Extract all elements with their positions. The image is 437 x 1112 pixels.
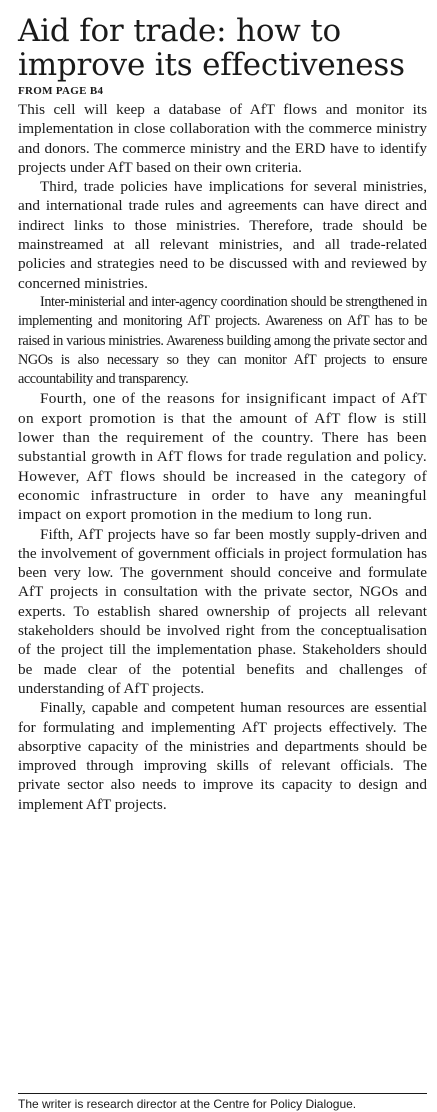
- article-paragraph: Fourth, one of the reasons for insignificant impact of AfT on export promotion is that the amount of AfT flow is still lower than the requirement of the country. There has been substantial growth in AfT flows for trade regulation and policy. However, AfT flows should be increased in the category of economic infrastructure in order to have any meaningful impact on export promotion in the medium to long run.: [18, 390, 427, 524]
- article-paragraph: Fifth, AfT projects have so far been mostly supply-driven and the involvement of government officials in project formulation has been very low. The government should conceive and formulate AfT projects in consultation with the private sector, NGOs and experts. To establish shared ownership of projects all relevant stakeholders should be involved right from the conceptualisation of the project till the implementation phase. Stakeholders should be made clear of the potential benefits and challenges of understanding of AfT projects.: [18, 525, 427, 697]
- article-paragraph: This cell will keep a database of AfT flows and monitor its implementation in close collaboration with the commerce ministry and donors. The commerce ministry and the ERD have to identify projects under AfT based on their own criteria.: [18, 101, 427, 176]
- article-paragraph: Third, trade policies have implications for several ministries, and international trade rules and agreements can have direct and indirect links to those ministries. Therefore, trade should be mainstreamed at all relevant ministries, and all trade-related policies and strategies need to be discussed with and reviewed by concerned ministries.: [18, 178, 427, 292]
- article-headline: Aid for trade: how to improve its effectiveness: [18, 13, 405, 83]
- article-paragraph: Finally, capable and competent human resources are essential for formulating and implementing AfT projects effectively. The absorptive capacity of the ministries and departments should be improved through improving skills of relevant officials. The private sector also needs to improve its capacity to design and implement AfT projects.: [18, 699, 427, 813]
- author-byline-note: The writer is research director at the Centre for Policy Dialogue.: [18, 1093, 427, 1112]
- continued-from-label: FROM PAGE B4: [18, 85, 104, 97]
- article-paragraph: Inter-ministerial and inter-agency coordination should be strengthened in implementing and monitoring AfT projects. Awareness on AfT has to be raised in various ministries. Awareness building among the private sector and NGOs is also necessary so they can monitor AfT projects to ensure accountability and transparency.: [18, 293, 427, 388]
